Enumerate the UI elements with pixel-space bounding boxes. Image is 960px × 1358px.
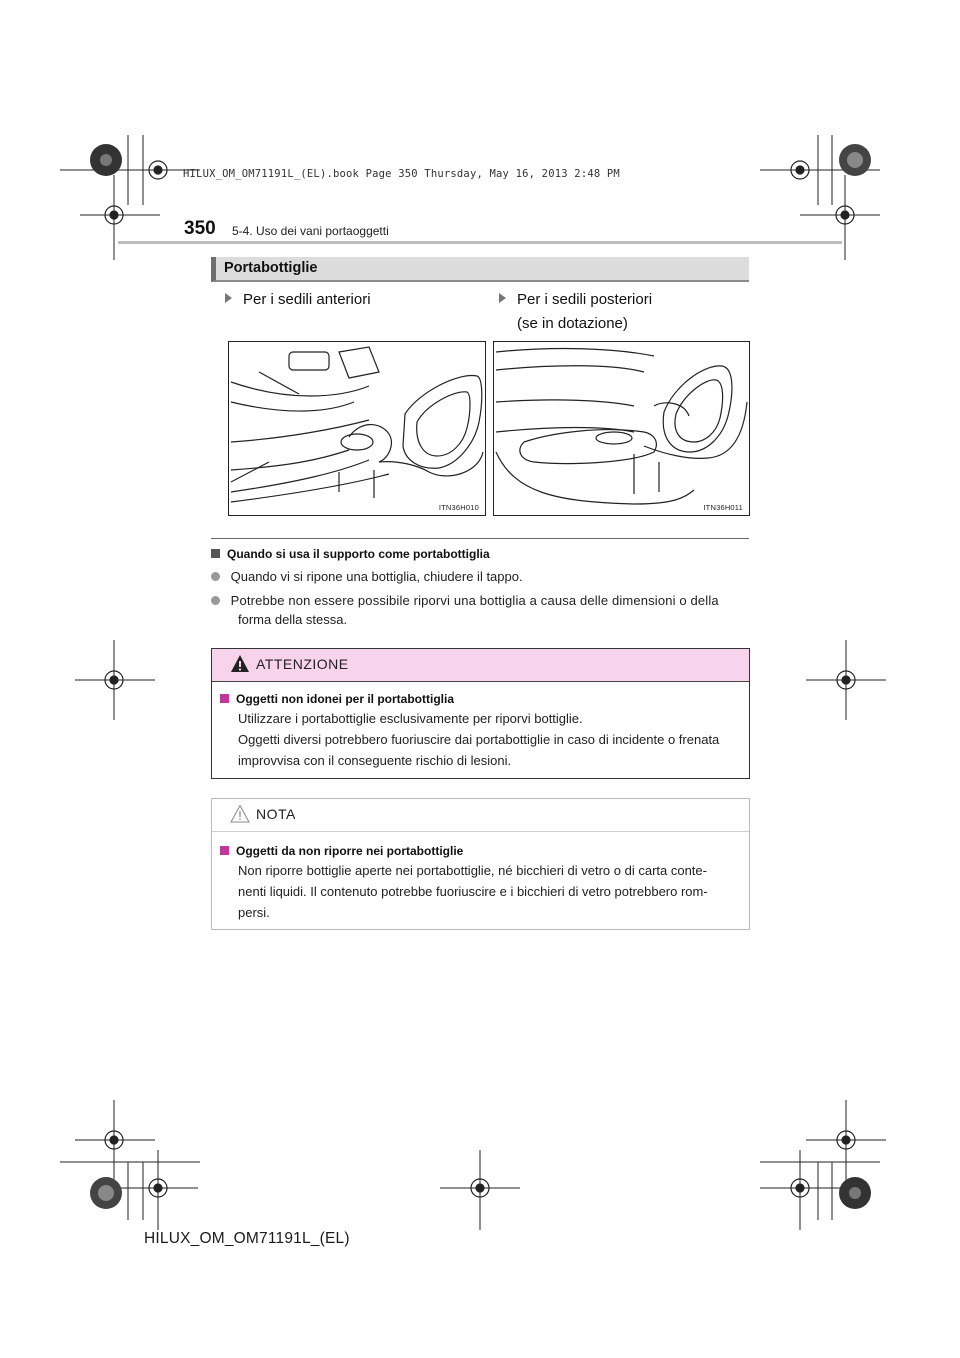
square-bullet-icon — [220, 694, 229, 703]
caution-body: Utilizzare i portabottiglie esclusivamente per riporvi bottiglie. Oggetti diversi potrebbero fuoriuscire dai portabottiglie in caso di incidente o frenata improvvisa con il conseguente rischio di lesioni. — [238, 711, 720, 768]
circle-bullet-icon — [211, 572, 220, 581]
figure-front-bottle-holder — [228, 341, 486, 516]
notice-box — [211, 798, 750, 930]
caution-heading: Oggetti non idonei per il portabottiglia — [220, 692, 741, 706]
front-seats-label: Per i sedili anteriori — [225, 288, 371, 312]
notice-heading: Oggetti da non riporre nei portabottiglie — [220, 844, 741, 858]
circle-bullet-icon — [211, 596, 220, 605]
caution-label: ATTENZIONE — [256, 656, 349, 672]
info-bullet: Quando vi si ripone una bottiglia, chiudere il tappo. — [211, 566, 751, 587]
divider — [211, 538, 749, 539]
info-heading: Quando si usa il supporto come portabottiglia — [211, 547, 490, 561]
square-bullet-icon — [220, 846, 229, 855]
caution-header — [212, 649, 749, 682]
square-bullet-icon — [211, 549, 220, 558]
notice-body: Non riporre bottiglie aperte nei portabottiglie, né bicchieri di vetro o di carta conte- nenti liquidi. Il contenuto potrebbe fuoriuscire e i bicchieri di vetro potrebbero rom- persi. — [238, 863, 708, 920]
rear-door-illustration — [494, 342, 749, 515]
file-stamp: HILUX_OM_OM71191L_(EL).book Page 350 Thursday, May 16, 2013 2:48 PM — [183, 168, 620, 180]
rear-seats-label: Per i sedili posteriori (se in dotazione) — [499, 288, 652, 336]
page-number: 350 — [184, 218, 216, 239]
notice-header — [212, 799, 749, 832]
caution-box — [211, 648, 750, 779]
triangle-bullet-icon — [499, 293, 506, 303]
figure-code: ITN36H011 — [703, 503, 743, 512]
front-door-illustration — [229, 342, 485, 515]
section-title: Portabottiglie — [224, 260, 318, 276]
header-rule — [118, 241, 842, 244]
figure-rear-bottle-holder — [493, 341, 750, 516]
figure-code: ITN36H010 — [438, 503, 479, 512]
chapter-title: 5-4. Uso dei vani portaoggetti — [232, 224, 389, 238]
info-bullet: Potrebbe non essere possibile riporvi una bottiglia a causa delle dimensioni o della — [211, 590, 751, 611]
warning-triangle-icon — [230, 654, 250, 674]
footer-doc-code: HILUX_OM_OM71191L_(EL) — [144, 1230, 350, 1247]
notice-label: NOTA — [256, 806, 296, 822]
triangle-bullet-icon — [225, 293, 232, 303]
info-bullet-continuation: forma della stessa. — [238, 612, 348, 627]
notice-triangle-icon — [230, 804, 250, 824]
